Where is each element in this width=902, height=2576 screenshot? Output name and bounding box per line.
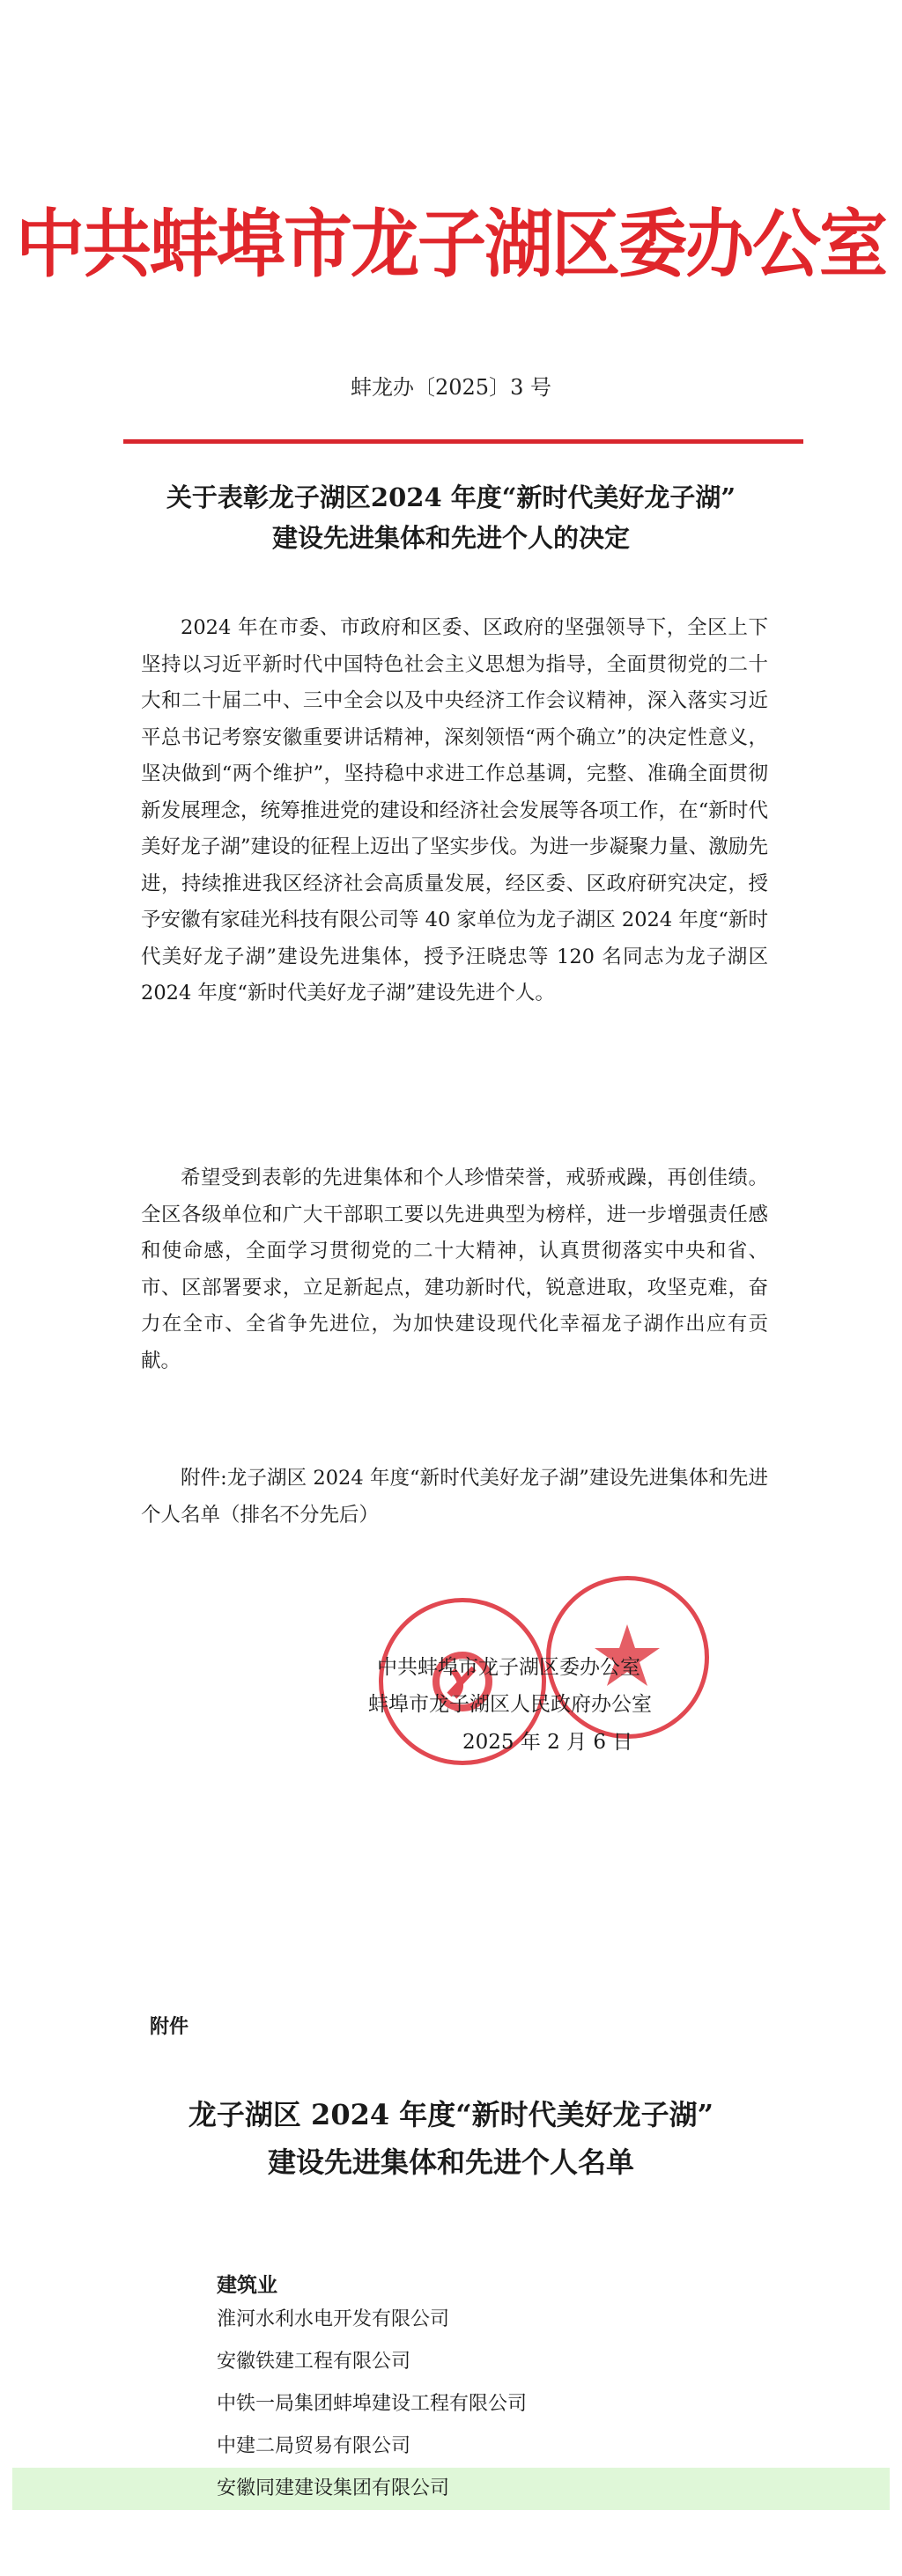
decision-title-line2: 建设先进集体和先进个人的决定 [271, 523, 630, 553]
org-title: 中共蚌埠市龙子湖区委办公室 [15, 202, 886, 289]
issue-date: 2025 年 2 月 6 日 [462, 1731, 633, 1754]
list-title-line1: 龙子湖区 2024 年度“新时代美好龙子湖” [188, 2098, 714, 2131]
issuer-2: 蚌埠市龙子湖区人民政府办公室 [368, 1693, 652, 1716]
decision-title-line1: 关于表彰龙子湖区2024 年度“新时代美好龙子湖” [166, 482, 736, 512]
list-item-highlighted: 安徽同建建设集团有限公司 [12, 2468, 890, 2510]
issuer-1: 中共蚌埠市龙子湖区委办公室 [377, 1656, 640, 1679]
company-list [0, 2299, 902, 2510]
attachment-note: 附件:龙子湖区 2024 年度“新时代美好龙子湖”建设先进集体和先进个人名单（排名不分先后） [141, 1467, 768, 1527]
category-heading: 建筑业 [217, 2274, 277, 2297]
list-item: 淮河水利水电开发有限公司 [217, 2308, 450, 2330]
decision-title [0, 477, 902, 558]
list-title-line2: 建设先进集体和先进个人名单 [267, 2145, 634, 2179]
body-paragraph-1: 2024 年在市委、市政府和区委、区政府的坚强领导下，全区上下坚持以习近平新时代中国特色社会主义思想为指导，全面贯彻党的二十大和二十届二中、三中全会以及中央经济工作会议精神，深入落实习近平总书记考察安徽重要讲话精神，深刻领悟“两个确立”的决定性意义，坚决做到“两个维护”，坚持稳中求进工作总基调，完整、准确全面贯彻新发展理念，统筹推进党的建设和经济社会发展等各项工作，在“新时代美好龙子湖”建设的征程上迈出了坚实步伐。为进一步凝聚力量、激励先进，持续推进我区经济社会高质量发展，经区委、区政府研究决定，授予安徽有家硅光科技有限公司等 40 家单位为龙子湖区 2024 年度“新时代美好龙子湖”建设先进集体，授予汪晓忠等 120 名同志为龙子湖区 2024 年度“新时代美好龙子湖”建设先进个人。 [141, 616, 768, 1005]
list-item: 中建二局贸易有限公司 [217, 2435, 411, 2457]
attachment-label: 附件 [150, 2016, 189, 2038]
doc-number: 蚌龙办〔2025〕3 号 [351, 375, 551, 400]
list-item: 中铁一局集团蚌埠建设工程有限公司 [217, 2393, 528, 2415]
list-title [0, 2091, 902, 2186]
body-paragraph-2: 希望受到表彰的先进集体和个人珍惜荣誉，戒骄戒躁，再创佳绩。全区各级单位和广大干部职工要以先进典型为榜样，进一步增强责任感和使命感，全面学习贯彻党的二十大精神，认真贯彻落实中央和省、市、区部署要求，立足新起点，建功新时代，锐意进取，攻坚克难，奋力在全市、全省争先进位，为加快建设现代化幸福龙子湖作出应有贡献。 [141, 1167, 768, 1373]
red-divider [123, 439, 803, 444]
list-item: 安徽铁建工程有限公司 [217, 2351, 411, 2373]
